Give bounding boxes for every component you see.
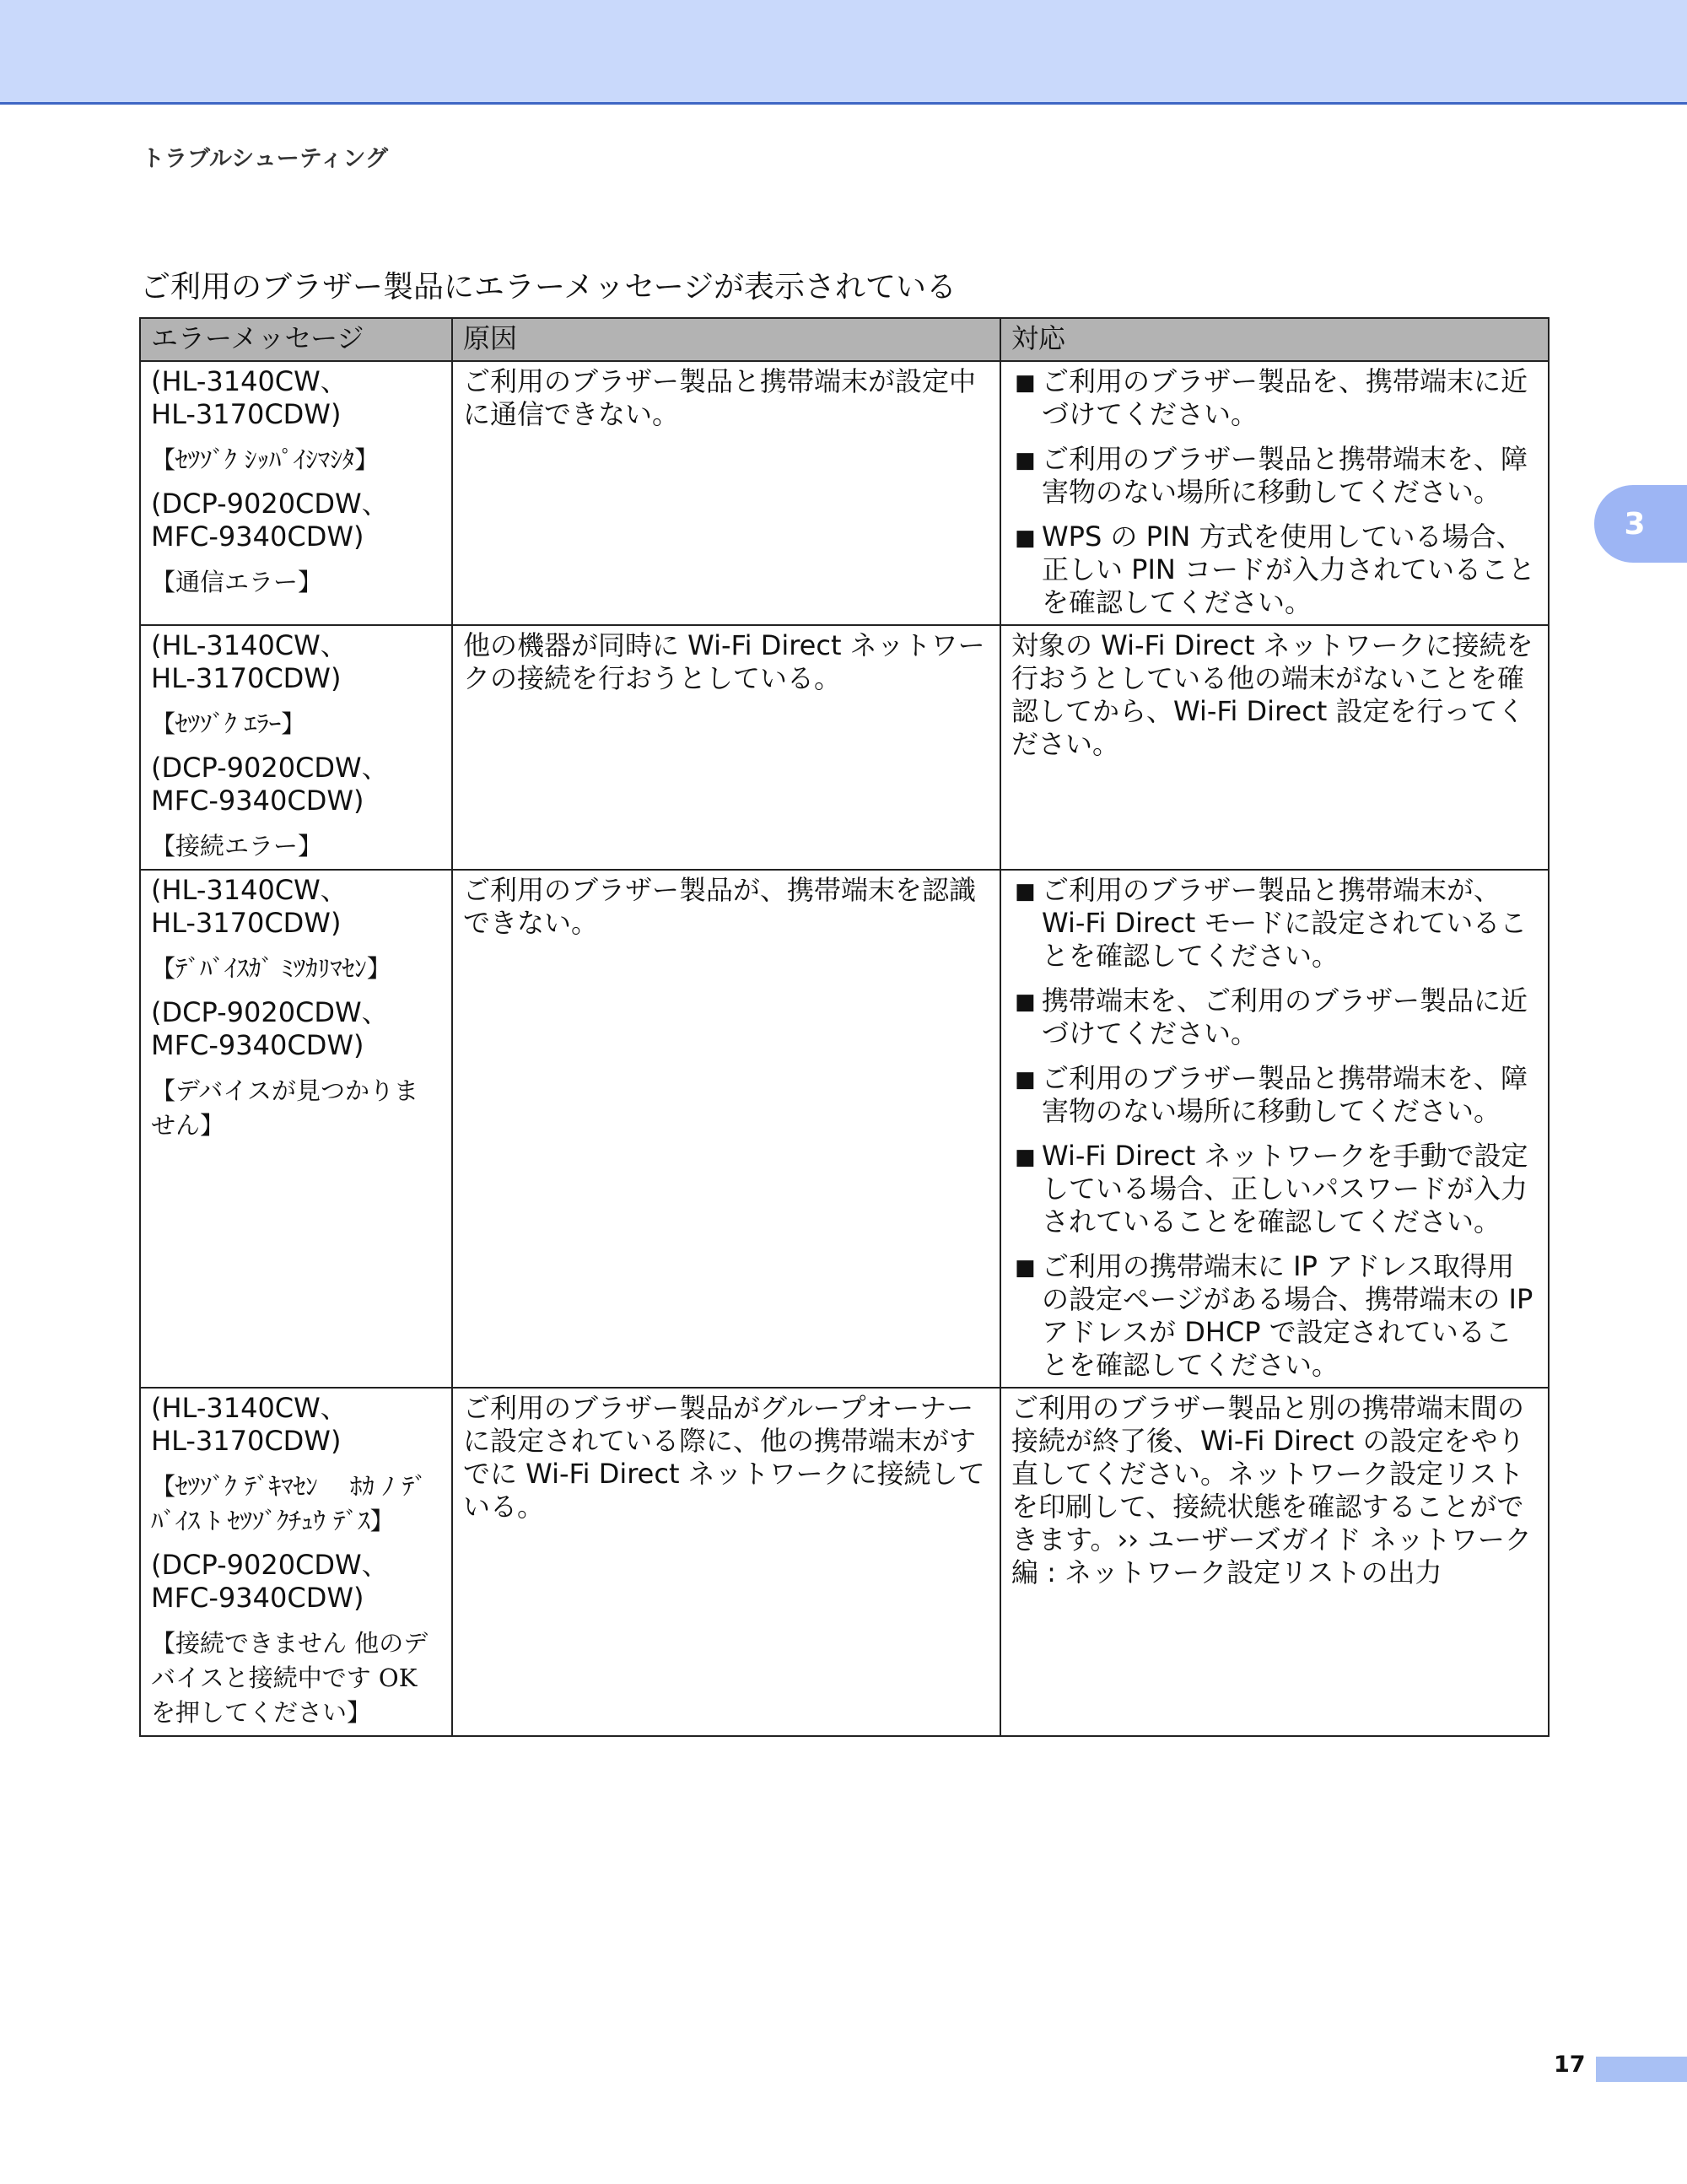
error-message-cell [140,625,452,870]
bullet-square-icon: ■ [1015,879,1036,904]
error-message-cell [140,1388,452,1736]
table-header-row [140,318,1549,361]
top-header-band [0,0,1687,105]
column-header-cause: 原因 [452,318,1000,361]
lcd-message: 【ｾﾂｿﾞｸ ｼｯﾊﾟｲｼﾏｼﾀ】 [151,445,380,474]
action-bullet [1011,520,1538,619]
action-text: Wi-Fi Direct ネットワークを手動で設定している場合、正しいパスワードが入力されていることを確認してください。 [1042,1140,1528,1238]
action-text: ご利用のブラザー製品と携帯端末が、Wi-Fi Direct モードに設定されていることを確認してください。 [1042,874,1528,972]
model-list [151,1549,441,1615]
column-header-action: 対応 [1000,318,1549,361]
column-header-error-message: エラーメッセージ [140,318,452,361]
bullet-square-icon: ■ [1015,1145,1036,1170]
bullet-square-icon: ■ [1015,990,1036,1015]
lcd-message: 【接続できません 他のデバイスと接続中です OK を押してください】 [151,1629,428,1727]
model-line: (HL-3140CW、 HL-3170CDW) [151,365,348,430]
bullet-square-icon: ■ [1015,526,1036,551]
error-message-table [139,317,1550,1737]
chapter-tab [1594,485,1687,563]
lcd-message: 【ｾﾂｿﾞｸ ﾃﾞｷﾏｾﾝ ﾎｶ ﾉ ﾃﾞﾊﾞｲｽ ﾄ ｾﾂｿﾞｸﾁｭｳ ﾃﾞｽ】 [151,1472,427,1535]
action-text: 携帯端末を、ご利用のブラザー製品に近づけてください。 [1042,984,1528,1049]
lcd-message: 【デバイスが見つかりません】 [151,1076,418,1140]
model-line: (HL-3140CW、 HL-3170CDW) [151,629,348,694]
cause-cell: ご利用のブラザー製品が、携帯端末を認識できない。 [452,870,1000,1388]
action-text: ご利用のブラザー製品と携帯端末を、障害物のない場所に移動してください。 [1042,443,1528,508]
action-text: ご利用のブラザー製品を、携帯端末に近づけてください。 [1042,365,1528,430]
section-title: ご利用のブラザー製品にエラーメッセージが表示されている [140,270,957,305]
action-text: ご利用のブラザー製品と携帯端末を、障害物のない場所に移動してください。 [1042,1062,1528,1127]
action-bullet [1011,1250,1538,1382]
model-list [151,488,441,553]
model-list [151,752,441,817]
model-line: (HL-3140CW、 HL-3170CDW) [151,874,348,939]
bullet-square-icon: ■ [1015,1067,1036,1092]
table-row [140,1388,1549,1736]
page-number: 17 [1554,2052,1586,2078]
model-list [151,1392,441,1458]
table-row [140,870,1549,1388]
error-message-cell [140,870,452,1388]
lcd-message: 【通信エラー】 [151,568,323,596]
error-message-cell [140,361,452,625]
action-cell [1000,361,1549,625]
model-line: (DCP-9020CDW、 MFC-9340CDW) [151,996,389,1061]
model-list [151,365,441,431]
page-number-bar [1596,2057,1687,2082]
lcd-message: 【ﾃﾞﾊﾞｲｽｶﾞ ﾐﾂｶﾘﾏｾﾝ】 [151,954,391,983]
action-cell [1000,870,1549,1388]
running-header-title: トラブルシューティング [142,146,389,172]
model-list [151,874,441,940]
action-bullet [1011,984,1538,1050]
bullet-square-icon: ■ [1015,448,1036,473]
model-list [151,629,441,695]
action-text: WPS の PIN 方式を使用している場合、正しい PIN コードが入力されていることを確認してください。 [1042,520,1536,618]
action-bullet [1011,365,1538,431]
model-line: (HL-3140CW、 HL-3170CDW) [151,1392,348,1457]
bullet-square-icon: ■ [1015,1255,1036,1281]
cause-cell: ご利用のブラザー製品がグループオーナーに設定されている際に、他の携帯端末がすでに Wi-Fi Direct ネットワークに接続している。 [452,1388,1000,1736]
cause-cell: ご利用のブラザー製品と携帯端末が設定中に通信できない。 [452,361,1000,625]
bullet-square-icon: ■ [1015,370,1036,396]
action-bullet [1011,1062,1538,1128]
action-cell: 対象の Wi-Fi Direct ネットワークに接続を行おうとしている他の端末がないことを確認してから、Wi-Fi Direct 設定を行ってください。 [1000,625,1549,870]
model-list [151,996,441,1062]
model-line: (DCP-9020CDW、 MFC-9340CDW) [151,488,389,553]
action-bullet [1011,874,1538,973]
action-cell: ご利用のブラザー製品と別の携帯端末間の接続が終了後、Wi-Fi Direct の設定をやり直してください。ネットワーク設定リストを印刷して、接続状態を確認することができます。›› ユーザーズガイド ネットワーク編 : ネットワーク設定リストの出力 [1000,1388,1549,1736]
table-row [140,625,1549,870]
model-line: (DCP-9020CDW、 MFC-9340CDW) [151,1549,389,1614]
lcd-message: 【接続エラー】 [151,832,323,860]
cause-cell: 他の機器が同時に Wi-Fi Direct ネットワークの接続を行おうとしている。 [452,625,1000,870]
action-bullet [1011,1140,1538,1238]
chapter-number: 3 [1624,506,1646,542]
lcd-message: 【ｾﾂｿﾞｸ ｴﾗｰ】 [151,709,306,738]
action-bullet [1011,443,1538,509]
model-line: (DCP-9020CDW、 MFC-9340CDW) [151,752,389,817]
table-row [140,361,1549,625]
action-text: ご利用の携帯端末に IP アドレス取得用の設定ページがある場合、携帯端末の IP アドレスが DHCP で設定されていることを確認してください。 [1042,1250,1533,1381]
